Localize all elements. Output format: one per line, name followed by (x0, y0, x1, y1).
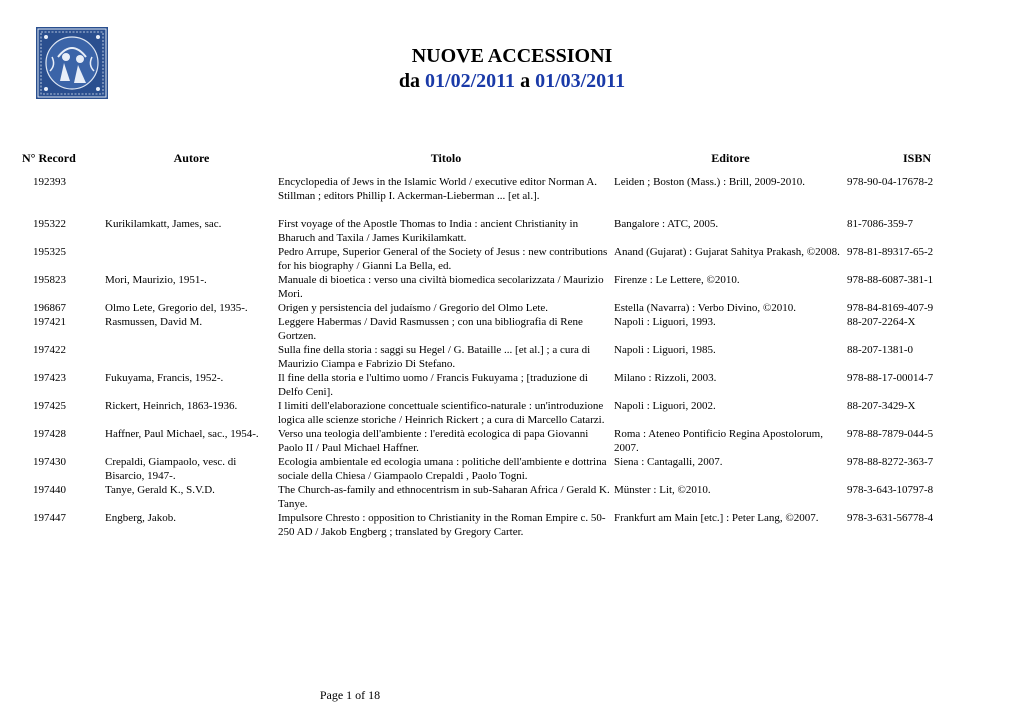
record-number: 197423 (33, 372, 66, 384)
author-cell: Olmo Lete, Gregorio del, 1935-. (105, 302, 248, 314)
isbn-cell: 978-90-04-17678-2 (847, 176, 934, 188)
isbn-cell: 978-88-17-00014-7 (847, 372, 934, 384)
isbn-cell: 88-207-1381-0 (847, 344, 913, 356)
author-cell (105, 245, 278, 273)
page-header (0, 44, 1024, 93)
date-to: 01/03/2011 (535, 70, 626, 92)
title-cell: Sulla fine della storia : saggi su Hegel / G. Bataille ... [et al.] ; a cura di Maurizio Ciampa e Fabrizio Di Stefano. (278, 344, 591, 370)
table-row (22, 273, 987, 301)
record-number: 195325 (33, 246, 66, 258)
author-cell: Mori, Maurizio, 1951-. (105, 274, 207, 286)
publisher-cell: Anand (Gujarat) : Gujarat Sahitya Prakash, ©2008. (614, 246, 840, 258)
publisher-cell: Leiden ; Boston (Mass.) : Brill, 2009-2010. (614, 176, 805, 188)
record-number: 195823 (33, 274, 66, 286)
author-cell (105, 175, 278, 217)
isbn-cell: 81-7086-359-7 (847, 218, 913, 230)
isbn-cell: 978-88-7879-044-5 (847, 428, 934, 440)
title-cell: Leggere Habermas / David Rasmussen ; con una bibliografia di Rene Gortzen. (278, 316, 583, 342)
title-cell: Ecologia ambientale ed ecologia umana : politiche dell'ambiente e dottrina sociale della Chiesa / Giampaolo Crepaldi , Paolo Togni. (278, 456, 607, 482)
page-title: NUOVE ACCESSIONI (411, 45, 613, 67)
record-number: 197447 (33, 512, 66, 524)
publisher-cell: Napoli : Liguori, 1985. (614, 344, 716, 356)
publisher-cell: Napoli : Liguori, 1993. (614, 316, 716, 328)
author-cell: Fukuyama, Francis, 1952-. (105, 372, 224, 384)
column-header-author: Autore (173, 150, 210, 165)
date-from: 01/02/2011 (425, 70, 516, 92)
author-cell: Kurikilamkatt, James, sac. (105, 218, 222, 230)
record-number: 197428 (33, 428, 66, 440)
author-cell: Rasmussen, David M. (105, 316, 203, 328)
isbn-cell: 978-88-6087-381-1 (847, 274, 934, 286)
record-number: 195322 (33, 218, 66, 230)
column-header-title: Titolo (430, 150, 462, 165)
table-row (22, 217, 987, 245)
table-header-row (22, 149, 987, 167)
title-cell: Impulsore Chresto : opposition to Christianity in the Roman Empire c. 50-250 AD / Jakob Engberg ; translated by Gregory Carter. (278, 512, 606, 538)
publisher-cell: Firenze : Le Lettere, ©2010. (614, 274, 740, 286)
column-header-record: N° Record (22, 150, 76, 165)
isbn-cell: 978-3-631-56778-4 (847, 512, 934, 524)
table-row (22, 427, 987, 455)
title-cell: Origen y persistencia del judaísmo / Gregorio del Olmo Lete. (278, 302, 549, 314)
table-row (22, 371, 987, 399)
title-cell: First voyage of the Apostle Thomas to India : ancient Christianity in Bharuch and Taxila / James Kurikilamkatt. (278, 218, 579, 244)
publisher-cell: Roma : Ateneo Pontificio Regina Apostolorum, 2007. (614, 428, 823, 454)
title-cell: The Church-as-family and ethnocentrism in sub-Saharan Africa / Gerald K. Tanye. (278, 484, 610, 510)
isbn-cell: 978-81-89317-65-2 (847, 246, 934, 258)
publisher-cell: Frankfurt am Main [etc.] : Peter Lang, ©2007. (614, 512, 819, 524)
publisher-cell: Bangalore : ATC, 2005. (614, 218, 719, 230)
record-number: 196867 (33, 302, 66, 314)
record-number: 197421 (33, 316, 66, 328)
column-header-isbn: ISBN (902, 150, 931, 165)
table-row (22, 399, 987, 427)
isbn-cell: 978-84-8169-407-9 (847, 302, 934, 314)
column-header-publisher: Editore (711, 150, 750, 165)
author-cell: Haffner, Paul Michael, sac., 1954-. (105, 428, 259, 440)
author-cell (105, 343, 278, 371)
table-row (22, 175, 987, 217)
title-cell: Encyclopedia of Jews in the Islamic World / executive editor Norman A. Stillman ; editors Phillip I. Ackerman-Lieberman ... [et al.]. (278, 176, 598, 202)
title-cell: I limiti dell'elaborazione concettuale scientifico-naturale : un'introduzione logica alle scienze storiche / Heinrich Rickert ; a cura di Marcello Catarzi. (278, 400, 605, 426)
isbn-cell: 978-3-643-10797-8 (847, 484, 934, 496)
record-number: 197422 (33, 344, 66, 356)
record-number: 192393 (33, 176, 66, 188)
publisher-cell: Milano : Rizzoli, 2003. (614, 372, 717, 384)
title-cell: Il fine della storia e l'ultimo uomo / Francis Fukuyama ; [traduzione di Delfo Ceni]. (278, 372, 588, 398)
author-cell: Crepaldi, Giampaolo, vesc. di Bisarcio, 1947-. (105, 456, 237, 482)
record-number: 197440 (33, 484, 66, 496)
page-number: Page 1 of 18 (319, 688, 381, 702)
author-cell: Rickert, Heinrich, 1863-1936. (105, 400, 238, 412)
date-range (0, 69, 1024, 93)
table-row (22, 343, 987, 371)
record-number: 197425 (33, 400, 66, 412)
title-cell: Verso una teologia dell'ambiente : l'eredità ecologica di papa Giovanni Paolo II / Paul Michael Haffner. (278, 428, 589, 454)
publisher-cell: Estella (Navarra) : Verbo Divino, ©2010. (614, 302, 796, 314)
isbn-cell: 978-88-8272-363-7 (847, 456, 934, 468)
table-row (22, 315, 987, 343)
table-row (22, 301, 987, 315)
range-prefix: da (398, 70, 421, 92)
title-cell: Manuale di bioetica : verso una civiltà biomedica secolarizzata / Maurizio Mori. (278, 274, 604, 300)
table-row (22, 511, 987, 539)
publisher-cell: Siena : Cantagalli, 2007. (614, 456, 723, 468)
author-cell: Tanye, Gerald K., S.V.D. (105, 484, 215, 496)
page-footer (0, 688, 700, 703)
isbn-cell: 88-207-2264-X (847, 316, 916, 328)
publisher-cell: Münster : Lit, ©2010. (614, 484, 711, 496)
accessions-table (22, 149, 987, 539)
table-row (22, 455, 987, 483)
isbn-cell: 88-207-3429-X (847, 400, 916, 412)
publisher-cell: Napoli : Liguori, 2002. (614, 400, 716, 412)
record-number: 197430 (33, 456, 66, 468)
range-separator: a (520, 70, 531, 92)
table-row (22, 245, 987, 273)
author-cell: Engberg, Jakob. (105, 512, 176, 524)
table-row (22, 483, 987, 511)
title-cell: Pedro Arrupe, Superior General of the Society of Jesus : new contributions for his biography / Gianni La Bella, ed. (278, 246, 608, 272)
